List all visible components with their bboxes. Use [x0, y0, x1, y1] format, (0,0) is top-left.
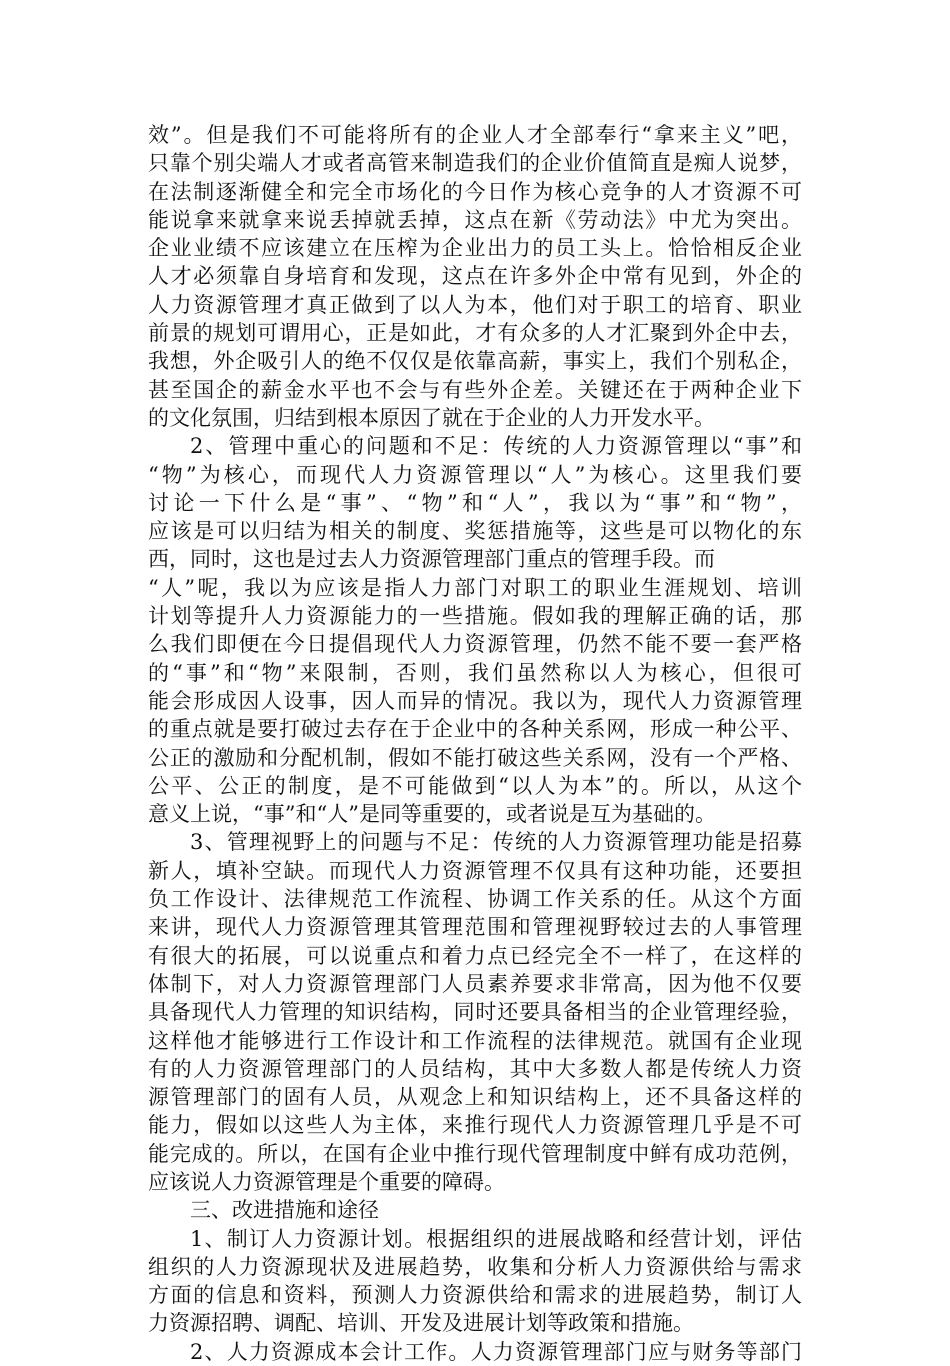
text-line: 效”。但是我们不可能将所有的企业人才全部奉行“拿来主义”吧， [148, 123, 802, 147]
text-line: 能说拿来就拿来说丢掉就丢掉，这点在新《劳动法》中尤为突出。 [148, 207, 802, 232]
text-line: 1、制订人力资源计划。根据组织的进展战略和经营计划，评估 [190, 1226, 802, 1251]
text-line: 2、人力资源成本会计工作。人力资源管理部门应与财务等部门 [190, 1339, 802, 1364]
text-line: 这样他才能够进行工作设计和工作流程的法律规范。就国有企业现 [148, 1028, 802, 1053]
text-line: 在法制逐渐健全和完全市场化的今日作为核心竞争的人才资源不可 [148, 179, 802, 204]
text-line: 的重点就是要打破过去存在于企业中的各种关系网，形成一种公平、 [148, 717, 802, 742]
text-line: 方面的信息和资料，预测人力资源供给和需求的进展趋势，制订人 [148, 1283, 802, 1308]
document-body [148, 121, 802, 1366]
text-line: 来讲，现代人力资源管理其管理范围和管理视野较过去的人事管理 [148, 915, 802, 940]
text-line: 源管理部门的固有人员，从观念上和知识结构上，还不具备这样的 [148, 1085, 802, 1110]
text-line: 三、改进措施和途径 [190, 1198, 379, 1223]
text-line: 应该说人力资源管理是个重要的障碍。 [148, 1169, 505, 1194]
text-line: 的“事”和“物”来限制，否则，我们虽然称以人为核心，但很可 [148, 660, 802, 685]
text-line: 能会形成因人设事，因人而异的情况。我以为，现代人力资源管理 [148, 688, 802, 713]
text-line: 应该是可以归结为相关的制度、奖惩措施等，这些是可以物化的东 [148, 519, 802, 544]
text-line: 人才必须靠自身培育和发现，这点在许多外企中常有见到，外企的 [148, 264, 802, 289]
text-line: 前景的规划可谓用心，正是如此，才有众多的人才汇聚到外企中去， [148, 321, 802, 346]
text-line: 么我们即便在今日提倡现代人力资源管理，仍然不能不要一套严格 [148, 632, 802, 657]
text-line: 有很大的拓展，可以说重点和着力点已经完全不一样了，在这样的 [148, 943, 802, 968]
text-line: “人”呢，我以为应该是指人力部门对职工的职业生涯规划、培训 [148, 575, 802, 600]
text-line: 能力，假如以这些人为主体，来推行现代人力资源管理几乎是不可 [148, 1113, 802, 1138]
text-line: 有的人力资源管理部门的人员结构，其中大多数人都是传统人力资 [148, 1056, 802, 1081]
text-line: 公正的激励和分配机制，假如不能打破这些关系网，没有一个严格、 [148, 745, 802, 770]
text-line: 人力资源管理才真正做到了以人为本，他们对于职工的培育、职业 [148, 292, 802, 317]
text-line: 意义上说，“事”和“人”是同等重要的，或者说是互为基础的。 [148, 802, 716, 827]
text-line: 甚至国企的薪金水平也不会与有些外企差。关键还在于两种企业下 [148, 377, 802, 402]
text-line: 力资源招聘、调配、培训、开发及进展计划等政策和措施。 [148, 1311, 694, 1336]
text-line: 西，同时，这也是过去人力资源管理部门重点的管理手段。而 [148, 547, 715, 572]
text-line: 3、管理视野上的问题与不足：传统的人力资源管理功能是招募 [190, 830, 802, 855]
text-line: 我想，外企吸引人的绝不仅仅是依靠高薪，事实上，我们个别私企， [148, 349, 802, 374]
text-line: 公平、公正的制度，是不可能做到“以人为本”的。所以，从这个 [148, 773, 802, 798]
text-line: 组织的人力资源现状及进展趋势，收集和分析人力资源供给与需求 [148, 1254, 802, 1279]
text-line: 计划等提升人力资源能力的一些措施。假如我的理解正确的话，那 [148, 604, 802, 629]
text-line: 能完成的。所以，在国有企业中推行现代管理制度中鲜有成功范例， [148, 1141, 802, 1166]
text-line: 体制下，对人力资源管理部门人员素养要求非常高，因为他不仅要 [148, 971, 802, 996]
text-line: 企业业绩不应该建立在压榨为企业出力的员工头上。恰恰相反企业 [148, 236, 802, 261]
text-line: “物”为核心，而现代人力资源管理以“人”为核心。这里我们要 [148, 462, 802, 487]
text-line: 具备现代人力管理的知识结构，同时还要具备相当的企业管理经验， [148, 1000, 802, 1025]
text-line: 新人，填补空缺。而现代人力资源管理不仅具有这种功能，还要担 [148, 858, 802, 883]
text-line: 讨论一下什么是“事”、“物”和“人”，我以为“事”和“物”， [148, 490, 802, 515]
text-line: 2、管理中重心的问题和不足：传统的人力资源管理以“事”和 [190, 434, 802, 459]
text-line: 负工作设计、法律规范工作流程、协调工作关系的任。从这个方面 [148, 887, 802, 912]
text-line: 只靠个别尖端人才或者高管来制造我们的企业价值简直是痴人说梦， [148, 151, 802, 176]
text-line: 的文化氛围，归结到根本原因了就在于企业的人力开发水平。 [148, 405, 715, 430]
